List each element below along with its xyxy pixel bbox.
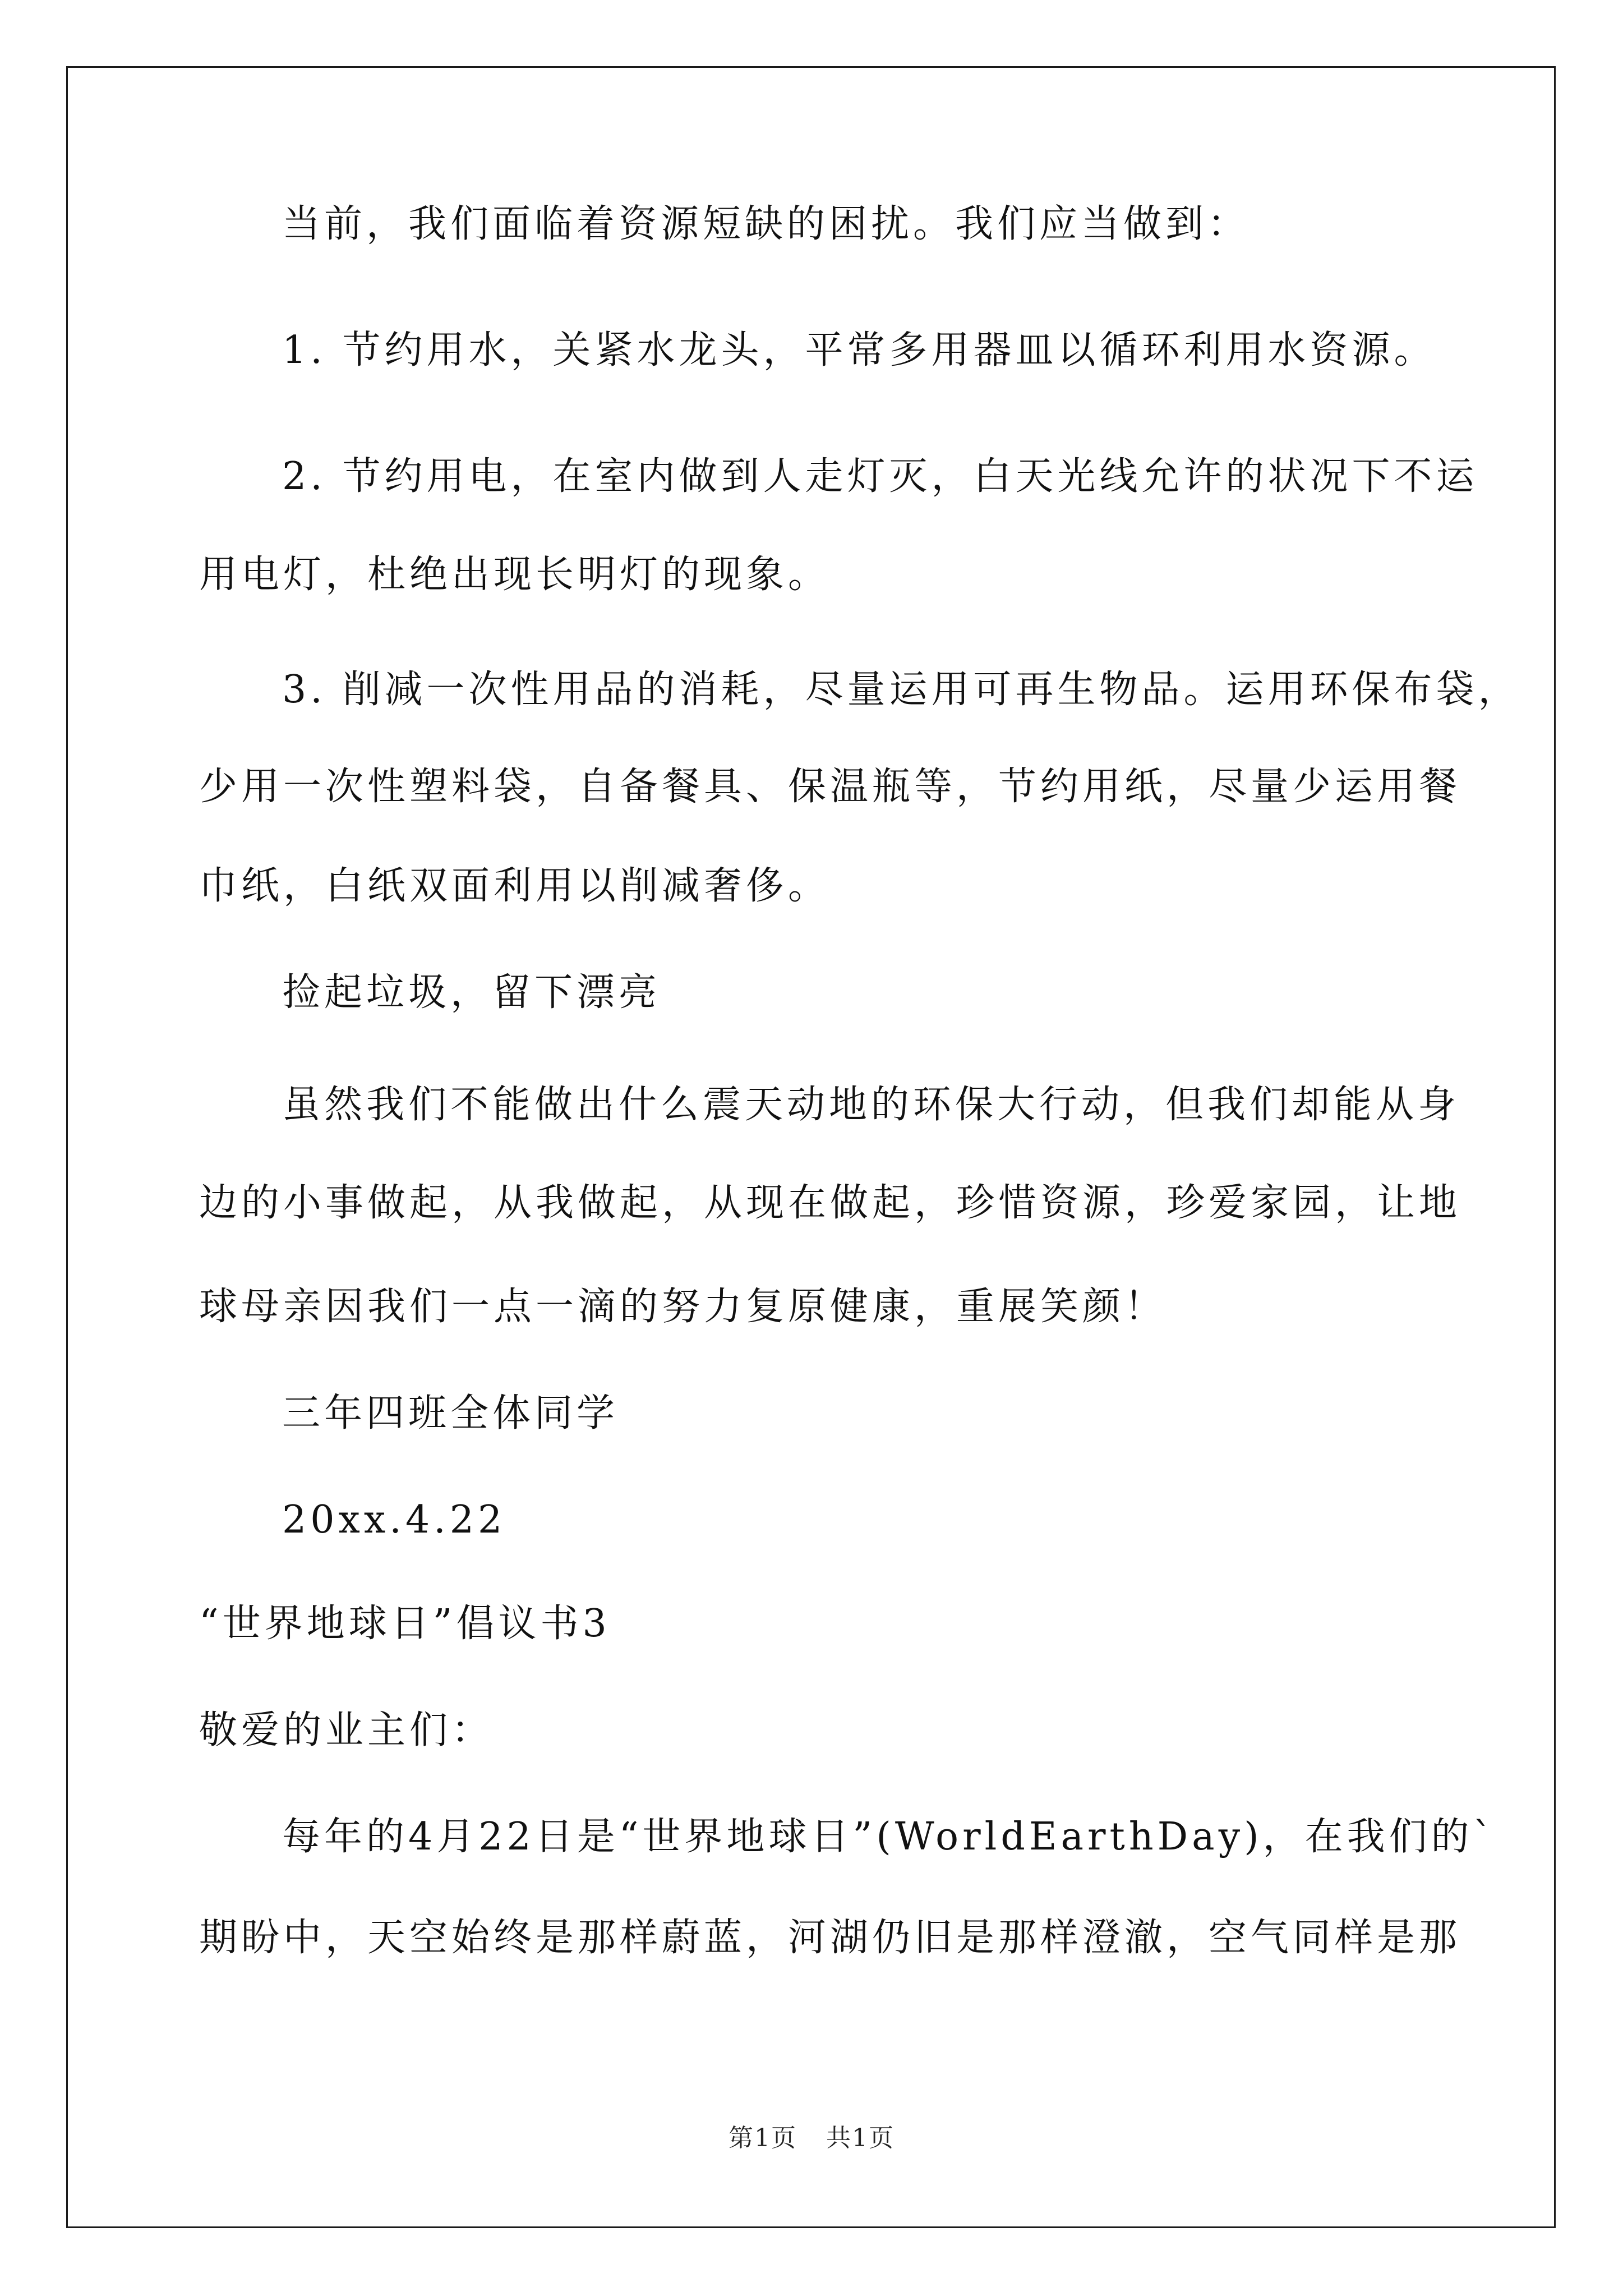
page-total: 共1页: [826, 2124, 895, 2152]
paragraph-line: 少用一次性塑料袋，自备餐具、保温瓶等，节约用纸，尽量少运用餐: [199, 765, 1461, 809]
list-item-1: 1. 节约用水，关紧水龙头，平常多用器皿以循环利用水资源。: [282, 328, 1436, 372]
page-footer: [0, 2118, 1623, 2154]
salutation: 敬爱的业主们：: [199, 1708, 494, 1752]
paragraph-line: 每年的4月22日是“世界地球日”(WorldEarthDay)，在我们的`: [282, 1815, 1496, 1859]
paragraph-line: 当前，我们面临着资源短缺的困扰。我们应当做到：: [282, 202, 1250, 246]
document-title: “世界地球日”倡议书3: [199, 1602, 611, 1646]
paragraph-line: 巾纸，白纸双面利用以削减奢侈。: [199, 864, 831, 908]
page-number: 第1页: [728, 2124, 797, 2152]
signature: 三年四班全体同学: [282, 1391, 619, 1435]
paragraph-line: 期盼中，天空始终是那样蔚蓝，河湖仍旧是那样澄澈，空气同样是那: [199, 1916, 1461, 1960]
paragraph-line: 边的小事做起，从我做起，从现在做起，珍惜资源，珍爱家园，让地: [199, 1181, 1461, 1225]
list-item-3: 3. 削减一次性用品的消耗，尽量运用可再生物品。运用环保布袋，: [282, 668, 1520, 712]
paragraph-line: 球母亲因我们一点一滴的努力复原健康，重展笑颜！: [199, 1285, 1167, 1329]
page-border: [66, 66, 1556, 2228]
list-item-2: 2. 节约用电，在室内做到人走灯灭，白天光线允许的状况下不运: [282, 454, 1478, 499]
date: 20xx.4.22: [282, 1498, 506, 1542]
section-heading: 捡起垃圾，留下漂亮: [282, 970, 661, 1015]
paragraph-line: 虽然我们不能做出什么震天动地的环保大行动，但我们却能从身: [282, 1083, 1460, 1127]
paragraph-line: 用电灯，杜绝出现长明灯的现象。: [199, 553, 831, 597]
